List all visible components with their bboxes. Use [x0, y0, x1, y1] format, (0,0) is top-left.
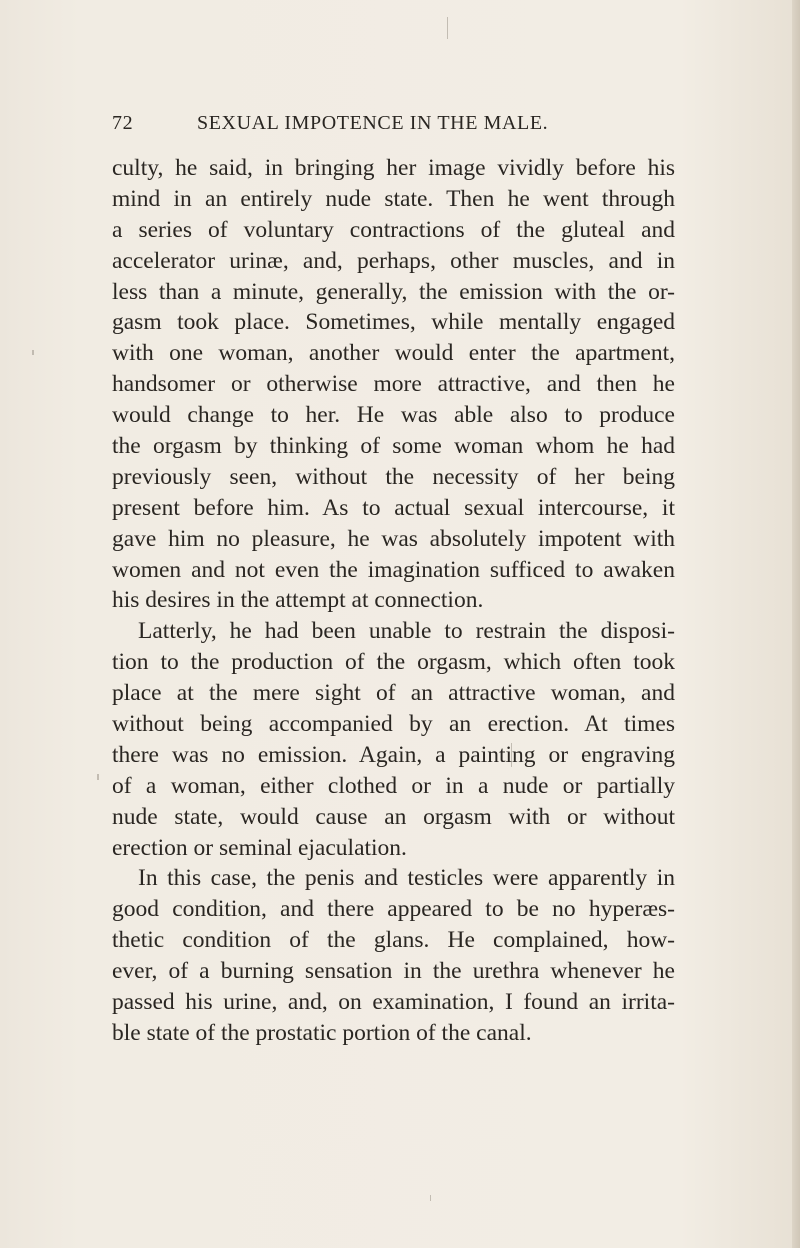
text-line: thetic condition of the glans. He complained, how- [112, 927, 675, 954]
text-line: ever, of a burning sensation in the urethra whenever he [112, 958, 675, 985]
page-edge-shadow [792, 0, 800, 1248]
paper-speck [97, 774, 99, 780]
text-line: handsomer or otherwise more attractive, and then he [112, 371, 675, 398]
text-line: Latterly, he had been unable to restrain the disposi- [138, 618, 675, 645]
text-line: present before him. As to actual sexual intercourse, it [112, 494, 675, 521]
text-line: good condition, and there appeared to be no hyperæs- [112, 896, 675, 923]
text-line: erection or seminal ejaculation. [112, 834, 407, 861]
text-line: previously seen, without the necessity of her being [112, 463, 675, 490]
text-line: accelerator urinæ, and, perhaps, other muscles, and in [112, 247, 675, 274]
text-line: gave him no pleasure, he was absolutely impotent with [112, 525, 675, 552]
paper-speck [32, 350, 34, 355]
text-line: the orgasm by thinking of some woman whom he had [112, 433, 675, 460]
text-line: a series of voluntary contractions of the gluteal and [112, 216, 675, 243]
text-line: tion to the production of the orgasm, which often took [112, 649, 675, 676]
running-title: SEXUAL IMPOTENCE IN THE MALE. [197, 112, 549, 134]
body-text [112, 153, 675, 1049]
text-line: nude state, would cause an orgasm with or without [112, 803, 675, 830]
text-line: gasm took place. Sometimes, while mentally engaged [112, 309, 675, 336]
text-line: culty, he said, in bringing her image vividly before his [112, 155, 675, 181]
text-line: without being accompanied by an erection. At times [112, 711, 675, 738]
text-line: In this case, the penis and testicles were apparently in [138, 865, 675, 892]
running-header [112, 112, 672, 142]
text-line: place at the mere sight of an attractive woman, and [112, 680, 675, 707]
paper-speck [447, 17, 448, 39]
paper-speck [430, 1195, 431, 1201]
page-number: 72 [112, 112, 134, 134]
text-line: mind in an entirely nude state. Then he went through [112, 185, 675, 212]
text-line: would change to her. He was able also to produce [112, 402, 675, 429]
text-line: ble state of the prostatic portion of the canal. [112, 1019, 532, 1046]
text-line: of a woman, either clothed or in a nude or partially [112, 772, 675, 799]
text-line: his desires in the attempt at connection. [112, 587, 484, 614]
text-line: passed his urine, and, on examination, I found an irrita- [112, 989, 675, 1016]
text-line: less than a minute, generally, the emission with the or- [112, 278, 675, 305]
text-line: there was no emission. Again, a painting or engraving [112, 741, 675, 768]
text-line: women and not even the imagination sufficed to awaken [112, 556, 675, 583]
text-line: with one woman, another would enter the apartment, [112, 340, 675, 367]
